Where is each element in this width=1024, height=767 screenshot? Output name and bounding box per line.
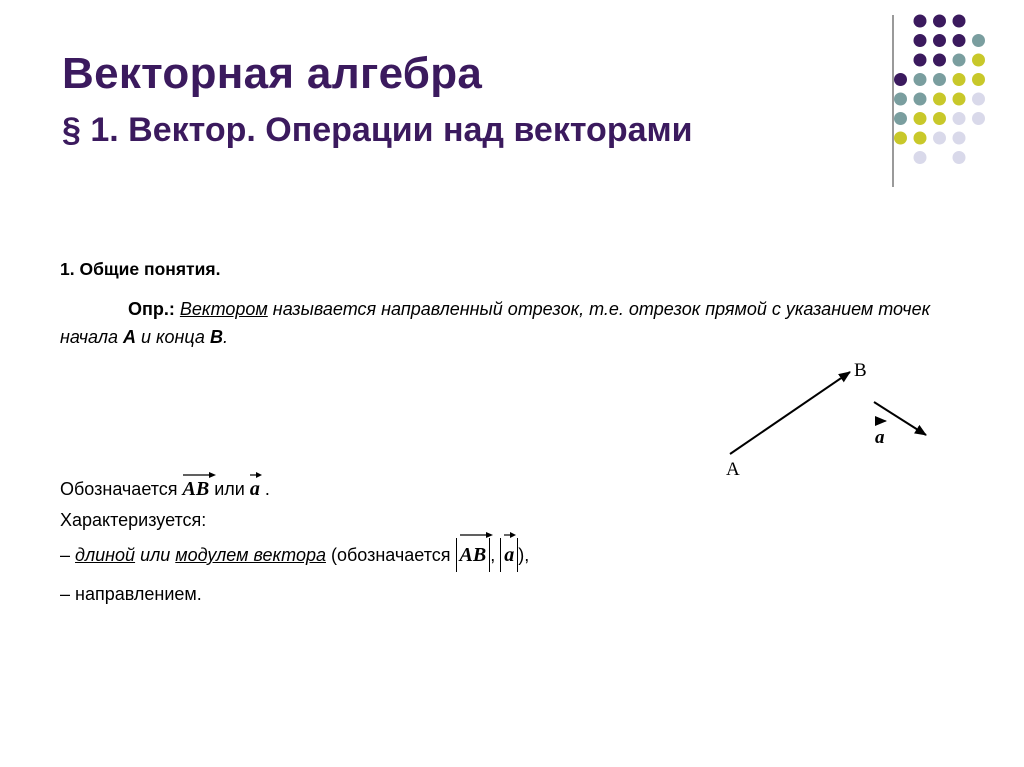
decorative-dot bbox=[953, 132, 966, 145]
characterized-line: Характеризуется: bbox=[60, 510, 207, 530]
length-paren-close: ), bbox=[518, 545, 530, 565]
notation-suffix: . bbox=[264, 479, 270, 499]
decorative-dot bbox=[914, 54, 927, 67]
decorative-dot bbox=[933, 73, 946, 86]
decorative-dot bbox=[894, 73, 907, 86]
decorative-dot bbox=[933, 132, 946, 145]
slide-title bbox=[62, 46, 693, 154]
length-paren-open: (обозначается bbox=[325, 545, 456, 565]
decorative-dot bbox=[953, 34, 966, 47]
decorative-dot bbox=[953, 54, 966, 67]
decorative-dot bbox=[894, 93, 907, 106]
decorative-dot bbox=[914, 132, 927, 145]
abs-ab-symbol: AB bbox=[456, 538, 491, 572]
vec-arrow-icon bbox=[504, 531, 516, 539]
abs-a-symbol: a bbox=[500, 538, 518, 572]
decorative-dot bbox=[953, 73, 966, 86]
decorative-dot bbox=[914, 15, 927, 28]
decorative-dot bbox=[953, 93, 966, 106]
definition-paragraph bbox=[60, 295, 990, 351]
decorative-dot bbox=[914, 151, 927, 164]
definition-text-1: называется направленный отрезок, т.е. отрезок прямой с указанием точек начала bbox=[60, 299, 931, 347]
length-or: или bbox=[135, 545, 176, 565]
length-line bbox=[60, 538, 529, 572]
title-main: Векторная алгебра bbox=[62, 49, 483, 98]
definition-term: Вектором bbox=[179, 299, 268, 319]
diagram-label-b: B bbox=[854, 360, 867, 381]
point-a-label: A bbox=[123, 327, 136, 347]
decorative-dot bbox=[933, 54, 946, 67]
decorative-dot bbox=[972, 93, 985, 106]
diagram-label-vec-a: a bbox=[875, 427, 885, 448]
decorative-dot bbox=[972, 34, 985, 47]
decorative-divider bbox=[892, 15, 894, 187]
vector-diagram bbox=[700, 350, 960, 490]
vector-ab-arrow bbox=[730, 372, 850, 454]
definition-label: Опр.: bbox=[128, 299, 175, 319]
decorative-dot bbox=[972, 73, 985, 86]
decorative-dot bbox=[914, 93, 927, 106]
decorative-dot bbox=[933, 93, 946, 106]
definition-text-2: и конца bbox=[136, 327, 210, 347]
modulus-word: модулем вектора bbox=[175, 545, 326, 565]
decorative-dot bbox=[972, 54, 985, 67]
notation-line bbox=[60, 478, 270, 501]
length-word: длиной bbox=[75, 545, 136, 565]
diagram-label-a: A bbox=[726, 459, 740, 480]
notation-or: или bbox=[214, 479, 250, 499]
vec-arrow-icon bbox=[250, 471, 262, 479]
decorative-dot bbox=[894, 132, 907, 145]
decorative-dot bbox=[914, 112, 927, 125]
decorative-dot bbox=[914, 34, 927, 47]
decorative-dot bbox=[933, 34, 946, 47]
title-subtitle: § 1. Вектор. Операции над векторами bbox=[62, 111, 693, 149]
decorative-dot bbox=[972, 112, 985, 125]
direction-line: – направлением. bbox=[60, 584, 202, 604]
vec-ab-symbol: AB bbox=[183, 478, 210, 501]
definition-text-3: . bbox=[222, 327, 228, 347]
decorative-dot bbox=[933, 15, 946, 28]
length-dash: – bbox=[60, 545, 76, 565]
vec-a-symbol: a bbox=[250, 478, 260, 501]
decorative-dot bbox=[953, 15, 966, 28]
notation-prefix: Обозначается bbox=[60, 479, 183, 499]
section-heading: 1. Общие понятия. bbox=[60, 259, 221, 279]
length-comma: , bbox=[490, 545, 501, 565]
decorative-dot bbox=[894, 112, 907, 125]
decorative-dot bbox=[914, 73, 927, 86]
decorative-dot bbox=[953, 112, 966, 125]
vec-arrow-icon bbox=[460, 531, 494, 539]
vec-arrow-icon bbox=[183, 471, 217, 479]
point-b-label: B bbox=[209, 327, 223, 347]
decorative-dot bbox=[933, 112, 946, 125]
decorative-dot bbox=[953, 151, 966, 164]
